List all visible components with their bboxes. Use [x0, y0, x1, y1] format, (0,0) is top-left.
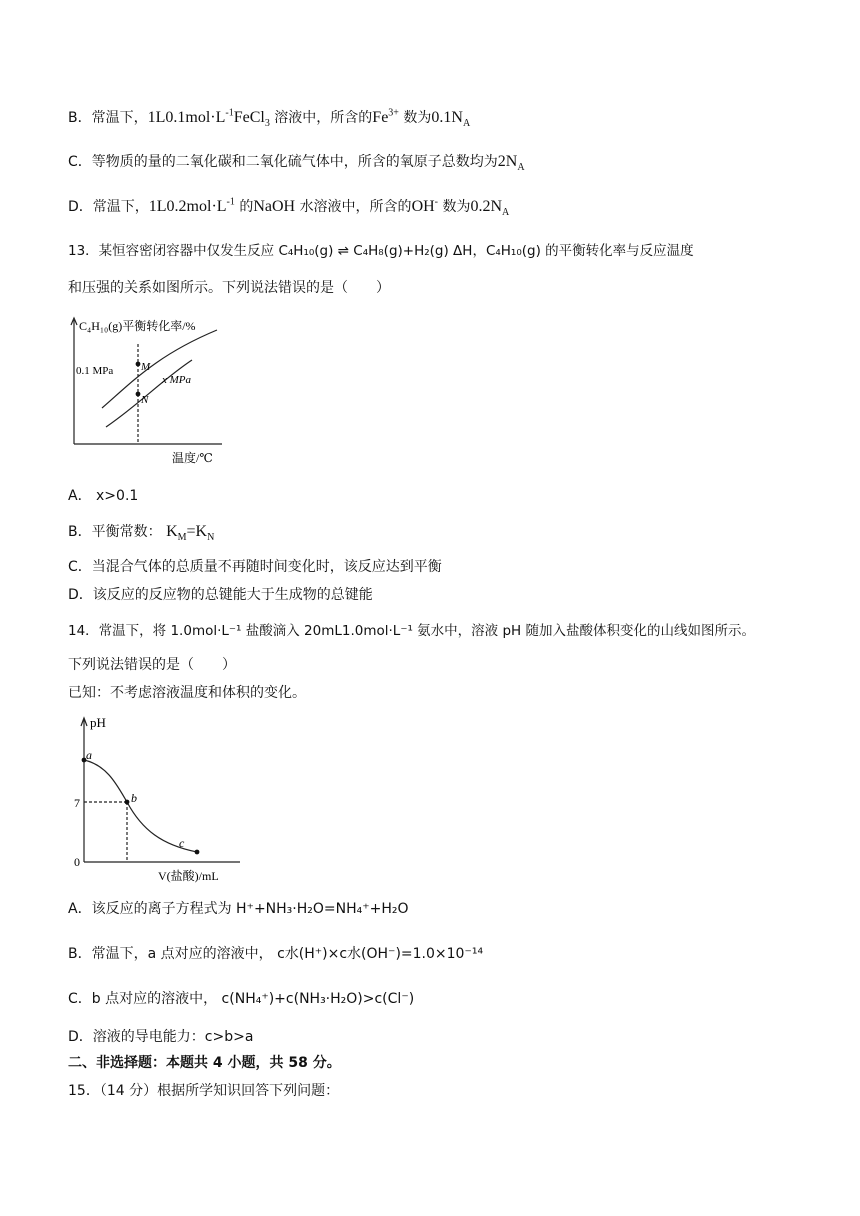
q13-label-m: M — [141, 361, 151, 373]
q14-label-b: b — [131, 791, 137, 805]
q14-option-c: C．b 点对应的溶液中， c(NH₄⁺)+c(NH₃·H₂O)>c(Cl⁻) — [68, 991, 415, 1007]
q12-b-ion: $Fe^{3+}$ — [372, 107, 399, 126]
q13-x-label: 温度/℃ — [172, 451, 213, 465]
q13-stem-line2: 和压强的关系如图所示。下列说法错误的是（ ） — [68, 280, 390, 296]
q14-label-a: a — [86, 748, 92, 762]
q13-label-n: N — [141, 394, 149, 406]
q12-option-d — [68, 197, 509, 217]
q12-d-amount: $1L0.2mol\cdot L^{-1}$ — [148, 196, 235, 215]
q15-stem: 15．（14 分）根据所学知识回答下列问题： — [68, 1083, 340, 1099]
q12-c-value: $2N_A$ — [497, 153, 525, 174]
q12-option-b — [68, 108, 470, 128]
q12-d-compound: NaOH — [253, 198, 296, 215]
q12-d-mid3: 数为 — [442, 199, 471, 215]
q14-tick-0: 0 — [74, 855, 80, 869]
q13-curve-0-1mpa — [102, 330, 217, 408]
q14-option-b: B．常温下，a 点对应的溶液中， c水(H⁺)×c水(OH⁻)=1.0×10⁻¹⁴ — [68, 946, 484, 962]
q13-point-m — [136, 362, 141, 367]
q14-stem-line1: 14．常温下，将 1.0mol·L⁻¹ 盐酸滴入 20mL1.0mol·L⁻¹ 氨水中，溶液 pH 随加入盐酸体积变化的山线如图所示。 — [68, 623, 755, 639]
q13-option-c: C．当混合气体的总质量不再随时间变化时，该反应达到平衡 — [68, 559, 442, 575]
q12-d-mid2: 水溶液中，所含的 — [299, 199, 412, 215]
q14-point-c — [195, 850, 200, 855]
q14-x-label: V(盐酸)/mL — [158, 869, 219, 883]
q13-curve1-label: 0.1 MPa — [76, 365, 114, 377]
q12-d-prefix: D．常温下， — [68, 199, 149, 215]
q12-b-mid: 溶液中，所含的 — [274, 110, 373, 126]
q14-option-d: D．溶液的导电能力：c>b>a — [68, 1029, 254, 1045]
q12-d-ion: OH- — [411, 196, 439, 215]
q12-d-mid: 的 — [239, 199, 254, 215]
q14-chart — [62, 710, 252, 885]
q12-d-value: $0.2N_A$ — [470, 198, 510, 219]
q14-y-label: pH — [90, 715, 106, 730]
section-2-heading: 二、非选择题：本题共 4 小题，共 58 分。 — [68, 1055, 341, 1071]
q14-stem-line3: 已知：不考虑溶液温度和体积的变化。 — [68, 685, 306, 701]
q14-label-c: c — [179, 836, 185, 850]
q13-point-n — [136, 392, 141, 397]
q14-option-a: A．该反应的离子方程式为 H⁺+NH₃·H₂O=NH₄⁺+H₂O — [68, 901, 409, 917]
q14-point-b — [125, 800, 130, 805]
q12-b-amount: $1L0.1mol\cdot L^{-1}FeCl_3$ — [147, 107, 270, 130]
q13-stem-line1: 13．某恒容密闭容器中仅发生反应 C₄H₁₀(g) ⇌ C₄H₈(g)+H₂(g) ΔH，C₄H₁₀(g) 的平衡转化率与反应温度 — [68, 243, 694, 259]
q13-option-b: B．平衡常数： $K_M=K_N$ — [68, 523, 215, 544]
q13-curve2-label: x MPa — [162, 374, 192, 386]
q14-tick-7: 7 — [74, 796, 80, 810]
q13-chart — [62, 310, 232, 470]
q12-option-c — [68, 152, 525, 172]
q12-b-prefix: B．常温下， — [68, 110, 148, 126]
q13-option-d: D．该反应的反应物的总键能大于生成物的总键能 — [68, 587, 373, 603]
q12-c-prefix: C．等物质的量的二氧化碳和二氧化硫气体中，所含的氧原子总数均为 — [68, 154, 498, 170]
q12-b-mid2: 数为 — [403, 110, 432, 126]
q13-y-label: C₄H₁₀(g)平衡转化率/% — [79, 319, 196, 333]
q14-stem-line2: 下列说法错误的是（ ） — [68, 657, 236, 673]
q13-option-a: A． x>0.1 — [68, 488, 139, 504]
q12-b-value: $0.1N_A$ — [431, 109, 471, 130]
